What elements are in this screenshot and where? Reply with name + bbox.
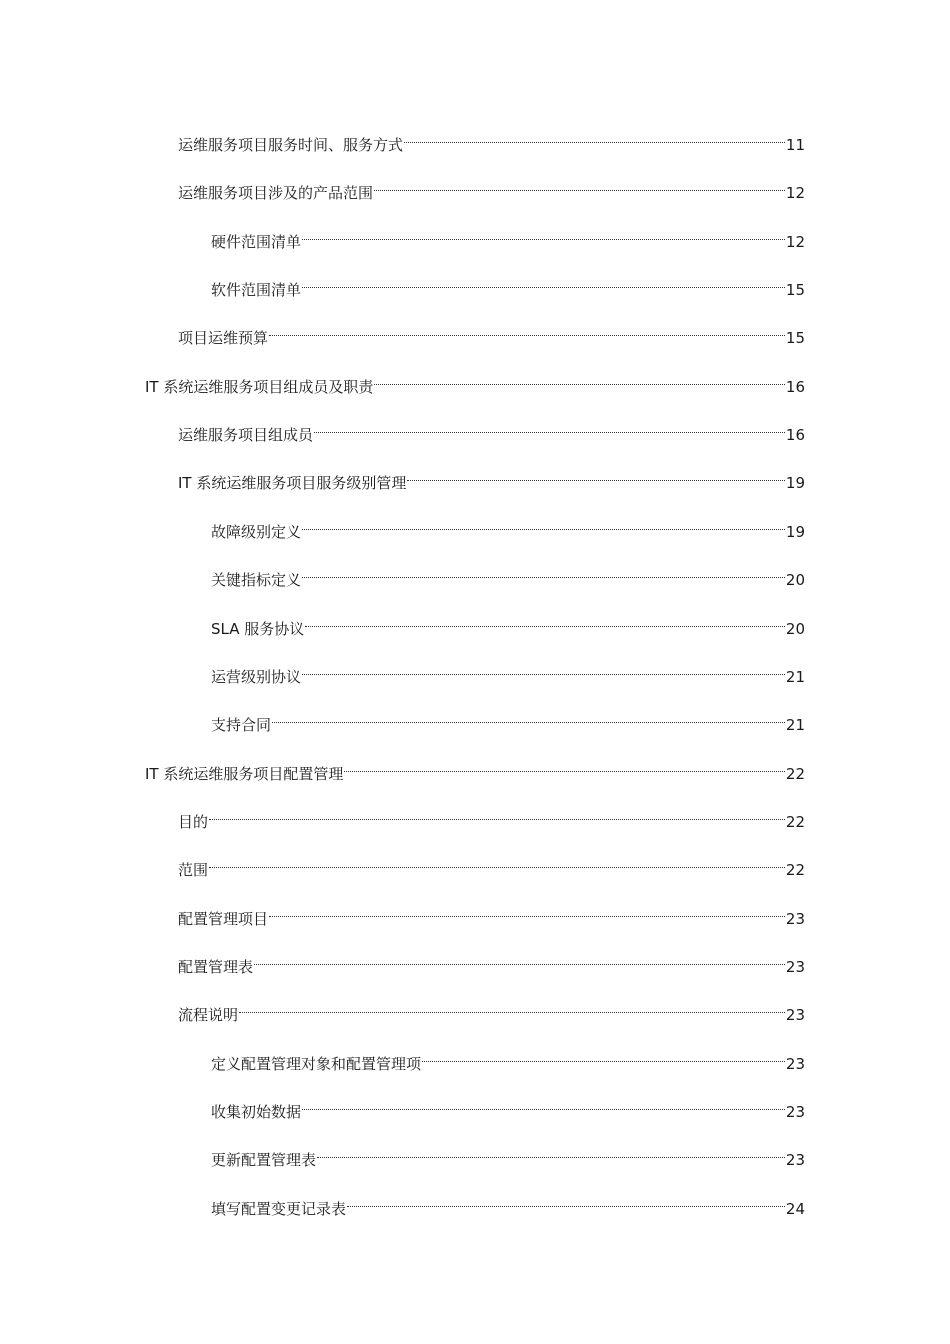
toc-entry-title: 范围 bbox=[178, 861, 209, 879]
toc-entry-page: 21 bbox=[785, 668, 805, 686]
toc-dot-leader bbox=[269, 898, 785, 924]
toc-entry-page: 19 bbox=[785, 523, 805, 541]
toc-entry[interactable] bbox=[178, 124, 805, 154]
toc-dot-leader bbox=[314, 414, 785, 440]
toc-entry-page: 16 bbox=[785, 378, 805, 396]
toc-entry-title: 更新配置管理表 bbox=[211, 1151, 317, 1169]
toc-dot-leader bbox=[422, 1043, 785, 1069]
toc-entry[interactable] bbox=[211, 1188, 805, 1218]
toc-entry-page: 15 bbox=[785, 329, 805, 347]
toc-dot-leader bbox=[407, 462, 785, 488]
toc-entry-title: 填写配置变更记录表 bbox=[211, 1200, 347, 1218]
toc-entry-title: IT 系统运维服务项目配置管理 bbox=[145, 765, 344, 783]
toc-entry-page: 15 bbox=[785, 281, 805, 299]
toc-dot-leader bbox=[269, 317, 785, 343]
toc-dot-leader bbox=[347, 1188, 785, 1214]
toc-entry[interactable] bbox=[211, 608, 805, 638]
toc-dot-leader bbox=[254, 946, 785, 972]
toc-entry-title: 运维服务项目组成员 bbox=[178, 426, 314, 444]
toc-entry-title: 运维服务项目涉及的产品范围 bbox=[178, 184, 374, 202]
toc-entry-title: 硬件范围清单 bbox=[211, 233, 302, 251]
toc-dot-leader bbox=[374, 366, 785, 392]
toc-dot-leader bbox=[302, 656, 785, 682]
toc-entry-page: 23 bbox=[785, 910, 805, 928]
toc-entry-title: IT 系统运维服务项目服务级别管理 bbox=[178, 474, 407, 492]
toc-entry-title: 运维服务项目服务时间、服务方式 bbox=[178, 136, 404, 154]
toc-entry[interactable] bbox=[211, 269, 805, 299]
toc-dot-leader bbox=[209, 849, 785, 875]
toc-dot-leader bbox=[302, 269, 785, 295]
toc-entry-page: 23 bbox=[785, 1151, 805, 1169]
toc-entry-title: 配置管理表 bbox=[178, 958, 254, 976]
toc-dot-leader bbox=[302, 559, 785, 585]
toc-dot-leader bbox=[317, 1139, 785, 1165]
toc-entry-page: 24 bbox=[785, 1200, 805, 1218]
toc-entry[interactable] bbox=[178, 898, 805, 928]
toc-entry-title: 软件范围清单 bbox=[211, 281, 302, 299]
toc-entry[interactable] bbox=[178, 849, 805, 879]
toc-entry-title: 故障级别定义 bbox=[211, 523, 302, 541]
toc-entry-page: 11 bbox=[785, 136, 805, 154]
toc-entry-page: 16 bbox=[785, 426, 805, 444]
toc-entry[interactable] bbox=[211, 1139, 805, 1169]
toc-dot-leader bbox=[344, 753, 785, 779]
toc-entry[interactable] bbox=[211, 704, 805, 734]
toc-dot-leader bbox=[302, 1091, 785, 1117]
toc-entry-page: 20 bbox=[785, 571, 805, 589]
toc-entry-title: 流程说明 bbox=[178, 1006, 239, 1024]
toc-dot-leader bbox=[374, 172, 785, 198]
toc-entry-title: 关键指标定义 bbox=[211, 571, 302, 589]
toc-dot-leader bbox=[239, 994, 785, 1020]
toc-dot-leader bbox=[302, 511, 785, 537]
toc-entry-page: 12 bbox=[785, 184, 805, 202]
toc-entry-title: IT 系统运维服务项目组成员及职责 bbox=[145, 378, 374, 396]
toc-entry-page: 19 bbox=[785, 474, 805, 492]
toc-entry-title: 配置管理项目 bbox=[178, 910, 269, 928]
toc-entry[interactable] bbox=[145, 753, 805, 783]
toc-entry[interactable] bbox=[145, 366, 805, 396]
toc-entry-title: 目的 bbox=[178, 813, 209, 831]
toc-entry-title: 定义配置管理对象和配置管理项 bbox=[211, 1055, 422, 1073]
toc-entry[interactable] bbox=[178, 172, 805, 202]
toc-entry[interactable] bbox=[211, 1043, 805, 1073]
toc-entry-title: 收集初始数据 bbox=[211, 1103, 302, 1121]
toc-entry[interactable] bbox=[178, 317, 805, 347]
toc-entry-page: 23 bbox=[785, 1006, 805, 1024]
toc-dot-leader bbox=[305, 608, 785, 634]
toc-entry[interactable] bbox=[178, 994, 805, 1024]
toc-entry[interactable] bbox=[211, 559, 805, 589]
toc-entry[interactable] bbox=[211, 656, 805, 686]
toc-entry-title: SLA 服务协议 bbox=[211, 620, 305, 638]
toc-entry-page: 21 bbox=[785, 716, 805, 734]
toc-entry-page: 23 bbox=[785, 1103, 805, 1121]
toc-entry-page: 22 bbox=[785, 861, 805, 879]
toc-entry[interactable] bbox=[211, 1091, 805, 1121]
toc-entry[interactable] bbox=[211, 511, 805, 541]
toc-entry-page: 22 bbox=[785, 765, 805, 783]
toc-dot-leader bbox=[209, 801, 785, 827]
toc-entry-page: 20 bbox=[785, 620, 805, 638]
toc-entry-title: 支持合同 bbox=[211, 716, 272, 734]
toc-entry-title: 项目运维预算 bbox=[178, 329, 269, 347]
toc-entry-page: 23 bbox=[785, 1055, 805, 1073]
toc-dot-leader bbox=[272, 704, 785, 730]
toc-entry[interactable] bbox=[178, 801, 805, 831]
toc-entry-page: 22 bbox=[785, 813, 805, 831]
toc-entry[interactable] bbox=[211, 221, 805, 251]
toc-entry-page: 12 bbox=[785, 233, 805, 251]
toc-entry-page: 23 bbox=[785, 958, 805, 976]
toc-entry-title: 运营级别协议 bbox=[211, 668, 302, 686]
toc-entry[interactable] bbox=[178, 414, 805, 444]
toc-entry[interactable] bbox=[178, 946, 805, 976]
toc-dot-leader bbox=[404, 124, 785, 150]
toc-dot-leader bbox=[302, 221, 785, 247]
toc-entry[interactable] bbox=[178, 462, 805, 492]
